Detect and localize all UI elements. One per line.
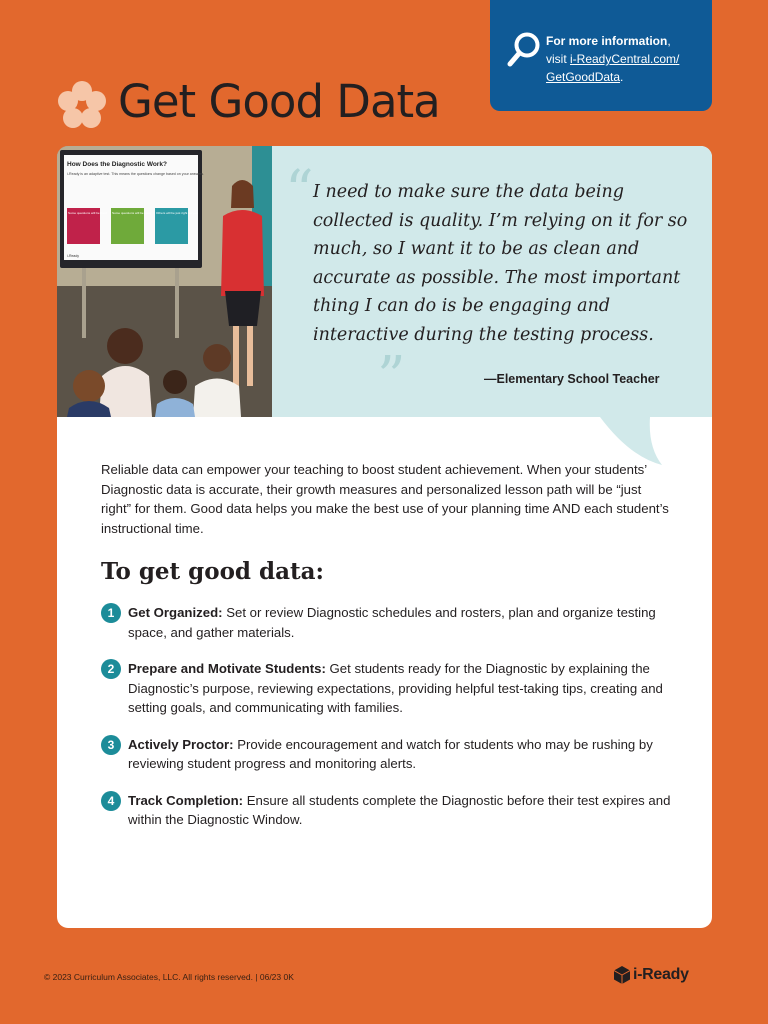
brand-logo [614, 962, 689, 988]
step-label: Track Completion: [128, 792, 244, 808]
classroom-photo [57, 146, 272, 417]
info-comma: , [667, 34, 671, 48]
board-title: How Does the Diagnostic Work? [67, 161, 167, 168]
step-text: Ensure all students complete the Diagnostic before their test expires and within the Diagnostic Window. [128, 792, 671, 827]
speech-bubble-tail [600, 417, 670, 465]
step-number: 2 [101, 659, 121, 679]
info-link-line1[interactable]: i-ReadyCentral.com/ [570, 52, 680, 66]
copyright-text: © 2023 Curriculum Associates, LLC. All rights reserved. | 06/23 0K [44, 972, 294, 982]
board-text: i-Ready is an adaptive test. This means the questions change based on your answers. [67, 172, 205, 176]
quote-close-mark: ” [377, 345, 406, 410]
list-item [101, 603, 676, 642]
info-link-line2[interactable]: GetGoodData [546, 70, 621, 84]
page-title: Get Good Data [118, 75, 440, 128]
flower-logo-icon [56, 79, 108, 131]
search-icon [507, 31, 541, 69]
info-text [546, 32, 706, 86]
step-text: Provide encouragement and watch for students who may be rushing by reviewing student progress and monitoring alerts. [128, 736, 653, 771]
info-box [490, 0, 712, 111]
info-period: . [620, 70, 624, 84]
quote-open-mark: “ [285, 159, 314, 224]
quote-attribution: —Elementary School Teacher [484, 372, 660, 386]
board-panel-1: Some questions will be hard [68, 211, 107, 215]
quote-text: I need to make sure the data being collected is quality. I’m relying on it for so much, so I want it to be as clean and accurate as possible. The most important thing I can do is be engaging and interactive during the testing process. [313, 182, 688, 345]
step-number: 4 [101, 791, 121, 811]
board-panel-3: Others will be just right for you [156, 211, 198, 215]
info-visit: visit [546, 52, 570, 66]
step-number: 1 [101, 603, 121, 623]
content-card [57, 146, 712, 928]
board-panel-2: Some questions will be easy [112, 211, 152, 215]
i-ready-cube-icon [614, 966, 630, 984]
list-item [101, 791, 676, 830]
section-title: To get good data: [101, 558, 325, 585]
step-number: 3 [101, 735, 121, 755]
step-label: Prepare and Motivate Students: [128, 661, 326, 676]
brand-name: i-Ready [633, 966, 689, 983]
step-text: Set or review Diagnostic schedules and rosters, plan and organize testing space, and gather materials. [128, 605, 656, 640]
step-label: Get Organized: [128, 605, 223, 620]
list-item [101, 735, 676, 774]
intro-paragraph: Reliable data can empower your teaching to boost student achievement. When your students’ Diagnostic data is accurate, their growth measures and personalized lesson path will be “just right” for them. Good data helps you make the best use of your planning time AND each student’s instructional time. [101, 462, 669, 536]
board-logo: i-Ready [67, 254, 80, 258]
step-label: Actively Proctor: [128, 736, 234, 752]
info-heading: For more information [546, 34, 668, 48]
steps-list [101, 603, 676, 830]
list-item [101, 659, 676, 718]
step-text: Get students ready for the Diagnostic by explaining the Diagnostic’s purpose, reviewing expectations, providing helpful test-taking tips, creating and setting goals, and communicating with families. [128, 661, 663, 715]
